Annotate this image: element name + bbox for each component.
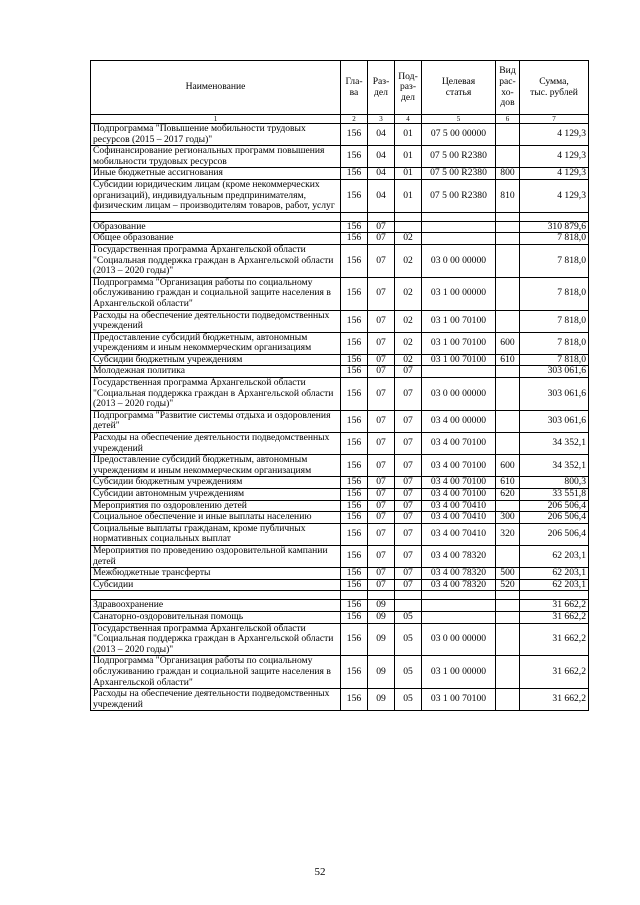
cell-name: Здравоохранение <box>91 600 341 612</box>
cell-chapter: 156 <box>341 378 368 411</box>
budget-table <box>90 60 589 711</box>
cell-type <box>496 500 520 512</box>
header-target: Целевая статья <box>422 61 496 115</box>
cell-name: Предоставление субсидий бюджетным, автономным учреждениям и иным некоммерческим организациям <box>91 332 341 354</box>
cell-type <box>496 378 520 411</box>
cell-name: Общее образование <box>91 233 341 245</box>
cell-type <box>496 244 520 277</box>
cell-name: Предоставление субсидий бюджетным, автономным учреждениям и иным некоммерческим организациям <box>91 455 341 477</box>
cell-type <box>496 233 520 245</box>
cell-subsection: 07 <box>395 523 422 545</box>
cell-subsection: 07 <box>395 410 422 432</box>
cell-name: Подпрограмма "Развитие системы отдыха и оздоровления детей" <box>91 410 341 432</box>
cell-type: 610 <box>496 354 520 366</box>
cell-section: 07 <box>368 579 395 591</box>
cell-amount: 31 662,2 <box>520 656 589 689</box>
empty-cell <box>341 212 368 221</box>
empty-cell <box>368 212 395 221</box>
cell-name: Подпрограмма "Организация работы по социальному обслуживанию граждан и социальной защите населения в Архангельской области" <box>91 277 341 310</box>
cell-section: 07 <box>368 523 395 545</box>
table-row <box>91 277 589 310</box>
cell-chapter: 156 <box>341 689 368 711</box>
cell-target: 07 5 00 R2380 <box>422 179 496 212</box>
cell-chapter: 156 <box>341 179 368 212</box>
cell-type <box>496 600 520 612</box>
cell-type: 520 <box>496 579 520 591</box>
cell-target: 03 4 00 78320 <box>422 579 496 591</box>
cell-section: 04 <box>368 179 395 212</box>
cell-name: Санаторно-оздоровительная помощь <box>91 611 341 623</box>
header-type: Вид рас- хо- дов <box>496 61 520 115</box>
cell-subsection: 01 <box>395 124 422 146</box>
cell-type: 810 <box>496 179 520 212</box>
cell-type <box>496 611 520 623</box>
cell-chapter: 156 <box>341 124 368 146</box>
cell-chapter: 156 <box>341 310 368 332</box>
cell-amount: 303 061,6 <box>520 378 589 411</box>
cell-target: 03 4 00 70100 <box>422 489 496 501</box>
cell-name: Софинансирование региональных программ повышения мобильности трудовых ресурсов <box>91 146 341 168</box>
cell-subsection: 07 <box>395 579 422 591</box>
cell-subsection: 01 <box>395 146 422 168</box>
cell-amount: 34 352,1 <box>520 455 589 477</box>
table-row <box>91 455 589 477</box>
cell-target: 03 1 00 70100 <box>422 310 496 332</box>
cell-target: 03 0 00 00000 <box>422 623 496 656</box>
cell-subsection: 07 <box>395 433 422 455</box>
cell-subsection: 05 <box>395 611 422 623</box>
cell-amount: 33 551,8 <box>520 489 589 501</box>
cell-name: Расходы на обеспечение деятельности подведомственных учреждений <box>91 689 341 711</box>
cell-amount: 31 662,2 <box>520 611 589 623</box>
cell-amount: 4 129,3 <box>520 124 589 146</box>
cell-chapter: 156 <box>341 568 368 580</box>
cell-name: Иные бюджетные ассигнования <box>91 168 341 180</box>
cell-subsection: 07 <box>395 500 422 512</box>
cell-section: 09 <box>368 611 395 623</box>
cell-type <box>496 366 520 378</box>
cell-chapter: 156 <box>341 233 368 245</box>
cell-name: Государственная программа Архангельской области "Социальная поддержка граждан в Архангельской области (2013 – 2020 годы)" <box>91 244 341 277</box>
cell-amount: 7 818,0 <box>520 310 589 332</box>
cell-section: 07 <box>368 455 395 477</box>
cell-chapter: 156 <box>341 332 368 354</box>
cell-section: 07 <box>368 477 395 489</box>
cell-target <box>422 611 496 623</box>
cell-subsection: 05 <box>395 689 422 711</box>
table-row <box>91 124 589 146</box>
table-row <box>91 179 589 212</box>
cell-amount: 303 061,6 <box>520 410 589 432</box>
cell-name: Образование <box>91 221 341 233</box>
column-number: 1 <box>91 115 341 124</box>
cell-target: 03 4 00 70100 <box>422 433 496 455</box>
table-row <box>91 410 589 432</box>
table-row <box>91 244 589 277</box>
cell-type <box>496 410 520 432</box>
empty-cell <box>422 212 496 221</box>
separator-row <box>91 591 589 600</box>
table-row <box>91 354 589 366</box>
cell-type <box>496 221 520 233</box>
cell-name: Субсидии юридическим лицам (кроме некоммерческих организаций), индивидуальным предпринимателям, физическим лицам – производителям товаров, работ, услуг <box>91 179 341 212</box>
table-row <box>91 656 589 689</box>
cell-chapter: 156 <box>341 500 368 512</box>
cell-name: Социальное обеспечение и иные выплаты населению <box>91 512 341 524</box>
cell-chapter: 156 <box>341 366 368 378</box>
cell-chapter: 156 <box>341 477 368 489</box>
cell-amount: 7 818,0 <box>520 332 589 354</box>
cell-section: 07 <box>368 500 395 512</box>
cell-type: 600 <box>496 455 520 477</box>
cell-subsection: 07 <box>395 545 422 567</box>
cell-amount: 206 506,4 <box>520 523 589 545</box>
cell-section: 09 <box>368 689 395 711</box>
cell-type: 620 <box>496 489 520 501</box>
cell-chapter: 156 <box>341 433 368 455</box>
cell-subsection: 07 <box>395 477 422 489</box>
cell-amount: 4 129,3 <box>520 146 589 168</box>
cell-name: Субсидии автономным учреждениям <box>91 489 341 501</box>
cell-subsection: 07 <box>395 378 422 411</box>
table-row <box>91 579 589 591</box>
header-row <box>91 61 589 115</box>
cell-target: 03 0 00 00000 <box>422 244 496 277</box>
empty-cell <box>395 591 422 600</box>
cell-target: 03 1 00 70100 <box>422 332 496 354</box>
cell-section: 07 <box>368 378 395 411</box>
cell-type <box>496 433 520 455</box>
cell-section: 04 <box>368 146 395 168</box>
cell-name: Социальные выплаты гражданам, кроме публичных нормативных социальных выплат <box>91 523 341 545</box>
table-row <box>91 600 589 612</box>
header-chapter: Гла- ва <box>341 61 368 115</box>
cell-type <box>496 124 520 146</box>
cell-amount: 31 662,2 <box>520 600 589 612</box>
cell-section: 07 <box>368 410 395 432</box>
cell-section: 07 <box>368 366 395 378</box>
cell-subsection: 05 <box>395 623 422 656</box>
cell-subsection: 02 <box>395 233 422 245</box>
cell-chapter: 156 <box>341 244 368 277</box>
cell-name: Мероприятия по проведению оздоровительной кампании детей <box>91 545 341 567</box>
cell-section: 07 <box>368 221 395 233</box>
cell-target: 03 4 00 00000 <box>422 410 496 432</box>
table-row <box>91 500 589 512</box>
cell-target <box>422 233 496 245</box>
cell-subsection <box>395 600 422 612</box>
cell-target: 03 4 00 78320 <box>422 568 496 580</box>
cell-chapter: 156 <box>341 489 368 501</box>
cell-amount: 62 203,1 <box>520 568 589 580</box>
cell-subsection: 07 <box>395 366 422 378</box>
cell-section: 07 <box>368 354 395 366</box>
cell-subsection: 02 <box>395 277 422 310</box>
cell-type: 610 <box>496 477 520 489</box>
separator-row <box>91 212 589 221</box>
cell-chapter: 156 <box>341 545 368 567</box>
empty-cell <box>496 591 520 600</box>
cell-chapter: 156 <box>341 410 368 432</box>
cell-target: 03 1 00 70100 <box>422 689 496 711</box>
cell-target: 03 1 00 00000 <box>422 656 496 689</box>
cell-subsection: 07 <box>395 512 422 524</box>
header-subsection: Под- раз- дел <box>395 61 422 115</box>
cell-section: 07 <box>368 512 395 524</box>
table-row <box>91 489 589 501</box>
cell-target: 07 5 00 R2380 <box>422 146 496 168</box>
cell-chapter: 156 <box>341 277 368 310</box>
cell-type: 320 <box>496 523 520 545</box>
cell-type <box>496 146 520 168</box>
table-row <box>91 332 589 354</box>
cell-section: 07 <box>368 568 395 580</box>
cell-name: Государственная программа Архангельской области "Социальная поддержка граждан в Архангельской области (2013 – 2020 годы)" <box>91 623 341 656</box>
cell-target <box>422 600 496 612</box>
cell-amount: 7 818,0 <box>520 277 589 310</box>
cell-subsection: 07 <box>395 489 422 501</box>
cell-amount: 800,3 <box>520 477 589 489</box>
cell-name: Молодежная политика <box>91 366 341 378</box>
cell-chapter: 156 <box>341 656 368 689</box>
table-row <box>91 568 589 580</box>
page-number: 52 <box>314 866 326 878</box>
cell-amount: 7 818,0 <box>520 233 589 245</box>
column-number: 6 <box>496 115 520 124</box>
cell-name: Субсидии бюджетным учреждениям <box>91 354 341 366</box>
cell-chapter: 156 <box>341 168 368 180</box>
table-body <box>91 124 589 711</box>
cell-section: 07 <box>368 310 395 332</box>
table-row <box>91 378 589 411</box>
cell-section: 07 <box>368 545 395 567</box>
cell-amount: 303 061,6 <box>520 366 589 378</box>
cell-type: 300 <box>496 512 520 524</box>
cell-section: 09 <box>368 623 395 656</box>
cell-amount: 34 352,1 <box>520 433 589 455</box>
cell-subsection: 02 <box>395 332 422 354</box>
cell-target <box>422 366 496 378</box>
cell-name: Подпрограмма "Организация работы по социальному обслуживанию граждан и социальной защите населения в Архангельской области" <box>91 656 341 689</box>
cell-chapter: 156 <box>341 623 368 656</box>
cell-chapter: 156 <box>341 221 368 233</box>
cell-amount: 206 506,4 <box>520 512 589 524</box>
cell-type: 600 <box>496 332 520 354</box>
cell-target: 07 5 00 R2380 <box>422 168 496 180</box>
cell-subsection: 02 <box>395 354 422 366</box>
cell-type: 800 <box>496 168 520 180</box>
column-number: 4 <box>395 115 422 124</box>
table-row <box>91 433 589 455</box>
cell-target: 03 1 00 00000 <box>422 277 496 310</box>
cell-subsection: 07 <box>395 455 422 477</box>
cell-type <box>496 656 520 689</box>
cell-name: Межбюджетные трансферты <box>91 568 341 580</box>
cell-chapter: 156 <box>341 523 368 545</box>
cell-target: 03 4 00 70410 <box>422 512 496 524</box>
empty-cell <box>520 212 589 221</box>
column-number: 5 <box>422 115 496 124</box>
column-number: 2 <box>341 115 368 124</box>
empty-cell <box>395 212 422 221</box>
cell-name: Подпрограмма "Повышение мобильности трудовых ресурсов (2015 – 2017 годы)" <box>91 124 341 146</box>
cell-chapter: 156 <box>341 611 368 623</box>
table-row <box>91 512 589 524</box>
cell-type <box>496 310 520 332</box>
header-amount: Сумма, тыс. рублей <box>520 61 589 115</box>
table-row <box>91 545 589 567</box>
table-row <box>91 233 589 245</box>
cell-subsection: 01 <box>395 168 422 180</box>
cell-amount: 31 662,2 <box>520 623 589 656</box>
cell-target: 03 4 00 70100 <box>422 455 496 477</box>
cell-chapter: 156 <box>341 146 368 168</box>
cell-section: 07 <box>368 244 395 277</box>
cell-name: Субсидии бюджетным учреждениям <box>91 477 341 489</box>
cell-section: 07 <box>368 233 395 245</box>
cell-section: 09 <box>368 656 395 689</box>
cell-amount: 7 818,0 <box>520 244 589 277</box>
cell-name: Расходы на обеспечение деятельности подведомственных учреждений <box>91 310 341 332</box>
cell-section: 07 <box>368 277 395 310</box>
column-number: 3 <box>368 115 395 124</box>
cell-amount: 31 662,2 <box>520 689 589 711</box>
cell-chapter: 156 <box>341 455 368 477</box>
cell-target <box>422 221 496 233</box>
table-row <box>91 623 589 656</box>
cell-name: Расходы на обеспечение деятельности подведомственных учреждений <box>91 433 341 455</box>
empty-cell <box>91 212 341 221</box>
cell-subsection: 05 <box>395 656 422 689</box>
cell-target: 03 4 00 70410 <box>422 523 496 545</box>
cell-subsection: 02 <box>395 310 422 332</box>
table-row <box>91 477 589 489</box>
cell-section: 07 <box>368 433 395 455</box>
table-row <box>91 221 589 233</box>
cell-amount: 62 203,1 <box>520 545 589 567</box>
cell-type <box>496 277 520 310</box>
cell-target: 03 4 00 70100 <box>422 477 496 489</box>
cell-amount: 206 506,4 <box>520 500 589 512</box>
cell-section: 07 <box>368 332 395 354</box>
cell-chapter: 156 <box>341 579 368 591</box>
cell-section: 09 <box>368 600 395 612</box>
cell-type <box>496 545 520 567</box>
cell-subsection: 01 <box>395 179 422 212</box>
cell-target: 03 4 00 70410 <box>422 500 496 512</box>
cell-target: 07 5 00 00000 <box>422 124 496 146</box>
cell-amount: 62 203,1 <box>520 579 589 591</box>
column-number: 7 <box>520 115 589 124</box>
empty-cell <box>496 212 520 221</box>
cell-name: Государственная программа Архангельской области "Социальная поддержка граждан в Архангельской области (2013 – 2020 годы)" <box>91 378 341 411</box>
table-row <box>91 168 589 180</box>
cell-chapter: 156 <box>341 600 368 612</box>
cell-amount: 7 818,0 <box>520 354 589 366</box>
cell-amount: 4 129,3 <box>520 168 589 180</box>
cell-name: Мероприятия по оздоровлению детей <box>91 500 341 512</box>
cell-subsection: 02 <box>395 244 422 277</box>
table-row <box>91 689 589 711</box>
cell-section: 07 <box>368 489 395 501</box>
header-name: Наименование <box>91 61 341 115</box>
cell-subsection: 07 <box>395 568 422 580</box>
cell-section: 04 <box>368 168 395 180</box>
table-row <box>91 146 589 168</box>
cell-amount: 4 129,3 <box>520 179 589 212</box>
table-row <box>91 366 589 378</box>
header-section: Раз- дел <box>368 61 395 115</box>
cell-type <box>496 623 520 656</box>
cell-amount: 310 879,6 <box>520 221 589 233</box>
cell-subsection <box>395 221 422 233</box>
empty-cell <box>422 591 496 600</box>
cell-target: 03 1 00 70100 <box>422 354 496 366</box>
cell-type: 500 <box>496 568 520 580</box>
cell-type <box>496 689 520 711</box>
cell-chapter: 156 <box>341 512 368 524</box>
cell-section: 04 <box>368 124 395 146</box>
table-row <box>91 611 589 623</box>
cell-target: 03 0 00 00000 <box>422 378 496 411</box>
table-row <box>91 523 589 545</box>
table-row <box>91 310 589 332</box>
cell-chapter: 156 <box>341 354 368 366</box>
cell-target: 03 4 00 78320 <box>422 545 496 567</box>
cell-name: Субсидии <box>91 579 341 591</box>
